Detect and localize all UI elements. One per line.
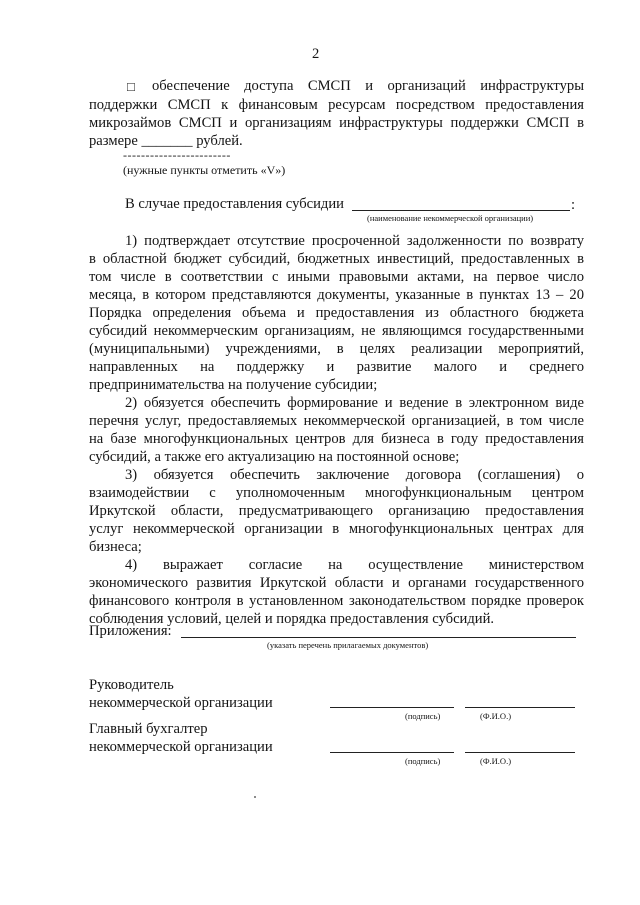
name-caption: (Ф.И.О.) — [480, 756, 512, 766]
item-line: соблюдения условий, целей и порядка предоставления субсидий. — [89, 611, 495, 627]
option-line: обеспечение доступа СМСП и организаций инфраструктуры — [152, 78, 584, 94]
signature-title: некоммерческой организации — [89, 695, 273, 711]
item-line: в областной бюджет субсидий, бюджетных инвестиций, предоставленных в — [89, 251, 584, 267]
item-line: 3) обязуется обеспечить заключение договора (соглашения) о — [125, 467, 584, 483]
organization-name-caption: (наименование некоммерческой организации) — [367, 213, 534, 223]
note: (нужные пункты отметить «V») — [123, 163, 286, 177]
item-line: предпринимательства на получение субсидии; — [89, 377, 378, 393]
signature-title: Главный бухгалтер — [89, 721, 208, 737]
item-line: том числе в соответствии с иными правовыми актами, на первое число — [89, 269, 584, 285]
attachments-caption: (указать перечень прилагаемых документов) — [267, 640, 429, 650]
option-line: размере _______ рублей. — [89, 133, 243, 149]
item-line: 1) подтверждает отсутствие просроченной задолженности по возврату — [125, 233, 584, 249]
option-line: микрозаймов СМСП и организациям инфраструктуры поддержки СМСП в — [89, 115, 584, 131]
item-line: 4) выражает согласие на осуществление министерством — [125, 557, 584, 573]
name-line — [465, 752, 575, 753]
signature-line — [330, 707, 454, 708]
signature-title: Руководитель — [89, 677, 174, 693]
signature-caption: (подпись) — [405, 711, 441, 721]
signature-caption: (подпись) — [405, 756, 441, 766]
signature-line — [330, 752, 454, 753]
item-line: финансового контроля в установленном законодательством порядке проверок — [89, 593, 584, 609]
organization-name-line — [352, 210, 570, 211]
name-line — [465, 707, 575, 708]
checkbox-icon: □ — [127, 79, 135, 94]
item-line: (муниципальными) учреждениями, в целях реализации мероприятий, — [89, 341, 584, 357]
scan-speck — [254, 796, 256, 798]
attachments-label: Приложения: — [89, 623, 172, 639]
name-caption: (Ф.И.О.) — [480, 711, 512, 721]
item-line: экономического развития Иркутской области и органами государственного — [89, 575, 584, 591]
item-line: Иркутской области, предусматривающего организацию предоставления — [89, 503, 584, 519]
item-line: перечня услуг, предоставляемых некоммерческой организацией, в том числе — [89, 413, 584, 429]
separator: ------------------------ — [123, 148, 231, 162]
subsidy-case-text: В случае предоставления субсидии — [125, 196, 344, 212]
item-line: месяца, в котором представляются документы, указанные в пунктах 13 – 20 — [89, 287, 584, 303]
attachments-line — [181, 637, 576, 638]
item-line: бизнеса; — [89, 539, 142, 555]
item-line: услуг некоммерческой организации в многофункциональных центрах для — [89, 521, 584, 537]
subsidy-case-colon: : — [571, 197, 576, 213]
item-line: субсидий, а также его актуализацию на постоянной основе; — [89, 449, 460, 465]
item-line: субсидий некоммерческим организациям, не являющимся государственными — [89, 323, 584, 339]
option-line: поддержки СМСП к финансовым ресурсам посредством предоставления — [89, 97, 584, 113]
signature-title: некоммерческой организации — [89, 739, 273, 755]
item-line: 2) обязуется обеспечить формирование и ведение в электронном виде — [125, 395, 584, 411]
page-number: 2 — [312, 46, 320, 62]
item-line: направленных на поддержку и развитие малого и среднего — [89, 359, 584, 375]
item-line: Порядка определения объема и предоставления из областного бюджета — [89, 305, 584, 321]
item-line: на базе многофункциональных центров для бизнеса в году предоставления — [89, 431, 584, 447]
item-line: взаимодействии с уполномоченным многофункциональным центром — [89, 485, 584, 501]
